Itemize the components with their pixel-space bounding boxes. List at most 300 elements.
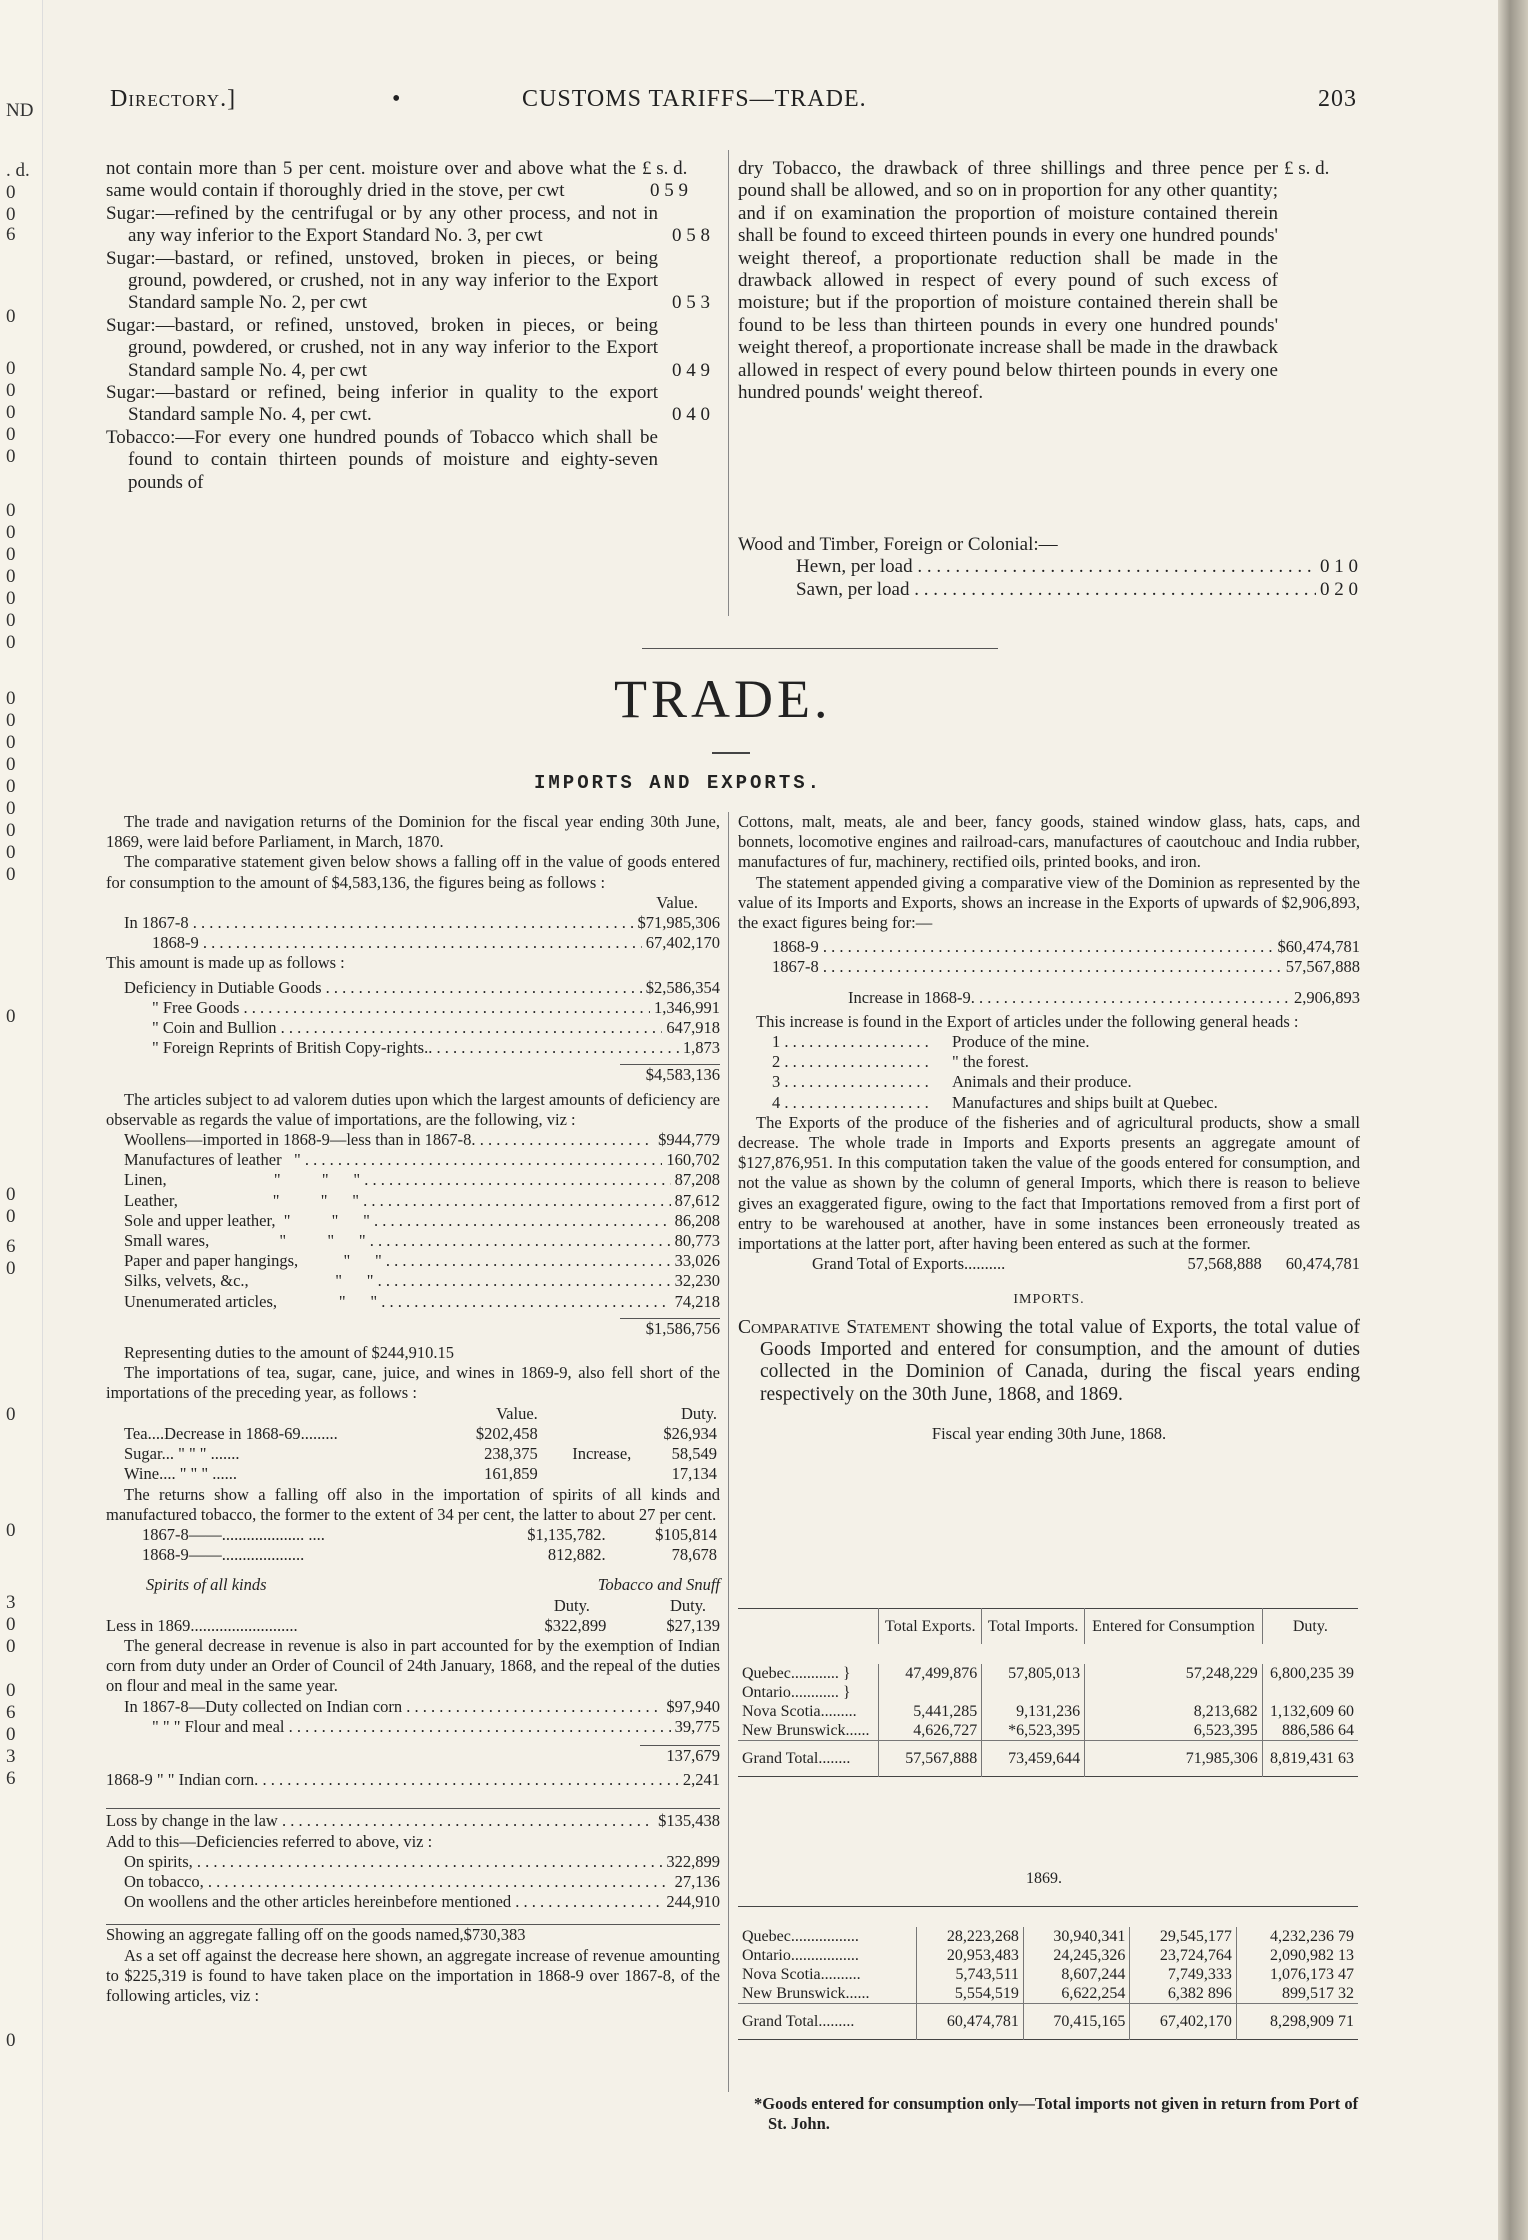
column-divider-bottom [728, 812, 729, 2092]
margin-mark: 0 [6, 632, 16, 653]
hewn-label: Hewn, per load . . . [796, 556, 1316, 578]
margin-mark: 3 [6, 1592, 16, 1613]
tea-row [106, 1404, 720, 1424]
table-cell [1262, 1683, 1358, 1702]
total-cell: 67,402,170 [1130, 2004, 1237, 2040]
article-row-value: 74,218 [674, 1291, 720, 1311]
margin-mark: 0 [6, 1184, 16, 1205]
margin-mark: 6 [6, 1702, 16, 1723]
corn-value: $97,940 [666, 1696, 720, 1716]
column-header: Total Exports. [879, 1609, 982, 1645]
comp-rest: showing the total value of Exports, the total value of Goods Imported and entered for consumption, and the amount of duties collected in the Dominion of Canada, during the fiscal years ending respectively on the 30th June, 1868, and 1869. [760, 1316, 1360, 1405]
table-cell: 6,382 896 [1130, 1984, 1237, 2004]
page-number: 203 [1318, 86, 1357, 112]
less-label: Less in 1869.......................... [106, 1615, 298, 1635]
loss-label: Loss by change in the law . . . [106, 1811, 654, 1831]
increase-label: Increase in 1868-9. . . . [848, 988, 1290, 1008]
margin-mark: 0 [6, 1680, 16, 1701]
spirits-cell: 1867-8——.................... .... [142, 1524, 325, 1544]
table-row [738, 1664, 1358, 1683]
corn-label: In 1867-8—Duty collected on Indian corn . . . [124, 1697, 662, 1717]
article-row-value: 33,026 [674, 1251, 720, 1271]
deficiency-row-label: Deficiency in Dutiable Goods . . . [124, 978, 642, 998]
year-1867-row [106, 913, 720, 933]
head-row [772, 1032, 1360, 1052]
margin-mark: 0 [6, 776, 16, 797]
article-row-value: 32,230 [674, 1271, 720, 1291]
article-row-label: Manufactures of leather " . . . [124, 1150, 662, 1170]
sawn-row [738, 579, 1358, 601]
para-ad-valorem: The articles subject to ad valorem duties upon which the largest amounts of deficiency are observable as regards the value of importations, are the following, viz : [106, 1089, 720, 1129]
table-cell: 5,554,519 [917, 1984, 1024, 2004]
margin-mark: 0 [6, 588, 16, 609]
article-row-value: $944,779 [658, 1130, 720, 1150]
column-header: Duty. [1262, 1609, 1358, 1645]
export-value: $60,474,781 [1277, 937, 1360, 957]
column-header [738, 1609, 879, 1645]
year-label: 1868-9 . . . [152, 933, 642, 953]
para-statement: The statement appended giving a comparative view of the Dominion as represented by the value of its Imports and Exports, shows an increase in the Exports of upwards of $2,906,893, the exact figures being for:— [738, 872, 1360, 933]
header-bullet: • [392, 86, 402, 112]
total-cell: 8,298,909 71 [1236, 2004, 1358, 2040]
table-cell: 7,749,333 [1130, 1965, 1237, 1984]
table-cell: 1,132,609 60 [1262, 1702, 1358, 1721]
margin-mark: 6 [6, 1236, 16, 1257]
tariff-text: Sugar:—bastard, or refined, unstoved, broken in pieces, or being ground, powdered, or crushed, not in any way inferior to the Export Standard sample No. 4, per cwt [106, 314, 658, 381]
spacer-cell [738, 1907, 1358, 1928]
article-row-label: Unenumerated articles, " " . . . [124, 1292, 671, 1312]
column-divider-top [728, 150, 729, 616]
spirits-cell: $105,814 [655, 1524, 717, 1544]
corn-label: 1868-9 " " Indian corn. . . . [106, 1770, 679, 1790]
deficiency-row [106, 1038, 720, 1058]
fiscal-year-head: Fiscal year ending 30th June, 1868. [931, 1424, 1167, 1444]
duty-head: Duty. [669, 1595, 706, 1615]
spirits-cell: $1,135,782. [527, 1524, 606, 1544]
table-cell: 9,131,236 [982, 1702, 1085, 1721]
customs-left-column [106, 158, 726, 494]
head-num: 2 . . . . . . . . . . . . . . . . . . [772, 1052, 929, 1072]
add-line: Add to this—Deficiencies referred to above, viz : [106, 1831, 433, 1851]
tea-cell: 161,859 [484, 1464, 538, 1484]
tea-cell: Sugar... " " " ....... [124, 1444, 240, 1464]
tea-table [106, 1404, 720, 1485]
article-row-value: 87,208 [674, 1170, 720, 1190]
table-cell: 29,545,177 [1130, 1927, 1237, 1946]
margin-mark: 0 [6, 842, 16, 863]
margin-mark: 0 [6, 710, 16, 731]
para-comparative: The comparative statement given below shows a falling off in the value of goods entered for consumption to the amount of $4,583,136, the figures being as follows : [106, 852, 720, 892]
total-cell: 71,985,306 [1085, 1741, 1263, 1777]
para-corn: The general decrease in revenue is also in part accounted for by the exemption of Indian corn from duty under an Order of Council of 24th January, 1868, and the repeal of the duties on flour and meal in the same year. [106, 1635, 720, 1696]
total-cell: 73,459,644 [982, 1741, 1085, 1777]
corn-label: " " " Flour and meal . . . [152, 1717, 671, 1737]
tea-head [106, 1404, 443, 1424]
spacer-cell [738, 1644, 1358, 1664]
tariff-text: Sugar:—bastard, or refined, unstoved, broken in pieces, or being ground, powdered, or crushed, not in any way inferior to the Export Standard sample No. 2, per cwt [106, 247, 658, 314]
tea-cell: 17,134 [671, 1464, 717, 1484]
margin-mark: 0 [6, 182, 16, 203]
year-label: In 1867-8 . . . [124, 913, 634, 933]
tariff-value: 0 5 3 [672, 292, 710, 314]
column-header: Entered for Consumption [1085, 1609, 1263, 1645]
table-cell [982, 1683, 1085, 1702]
on-row [124, 1892, 720, 1912]
table-cell: 6,622,254 [1023, 1984, 1130, 2004]
table-cell: Ontario............ } [742, 1684, 851, 1701]
less-value: $322,899 [544, 1615, 607, 1635]
deficiency-row-value: 647,918 [666, 1018, 720, 1038]
article-row [106, 1292, 720, 1312]
margin-mark: 0 [6, 446, 16, 467]
tea-cell [541, 1464, 635, 1484]
margin-mark: 0 [6, 732, 16, 753]
tobacco-head: Tobacco and Snuff [597, 1575, 720, 1595]
table-cell: 886,586 64 [1262, 1721, 1358, 1741]
imports-head: IMPORTS. [1013, 1292, 1085, 1308]
margin-mark: 0 [6, 380, 16, 401]
total-cell: Grand Total......... [738, 2004, 917, 2040]
table-row [738, 1927, 1358, 1946]
table-cell: 30,940,341 [1023, 1927, 1130, 1946]
on-row-value: 244,910 [666, 1892, 720, 1912]
tariff-value: 0 4 0 [672, 404, 710, 426]
spacer-row [738, 1644, 1358, 1664]
head-label: Animals and their produce. [952, 1072, 1132, 1092]
table-row [738, 1946, 1358, 1965]
wood-section [738, 534, 1358, 601]
year-value: $71,985,306 [637, 913, 720, 933]
on-row-value: 322,899 [666, 1851, 720, 1871]
article-row-label: Small wares, " " " . . . [124, 1231, 671, 1251]
margin-mark: 0 [6, 1206, 16, 1227]
margin-mark: 0 [6, 544, 16, 565]
spirits-table [106, 1525, 720, 1565]
margin-mark: 0 [6, 820, 16, 841]
margin-mark: 0 [6, 424, 16, 445]
article-row [106, 1251, 720, 1271]
tariff-text: Sugar:—bastard or refined, being inferior in quality to the export Standard sample No. 4, per cwt. [106, 382, 658, 426]
margin-mark: 0 [6, 864, 16, 885]
trade-right-column [738, 812, 1360, 1445]
article-row-label: Paper and paper hangings, " " . . . [124, 1251, 671, 1271]
increase-value: 2,906,893 [1294, 987, 1360, 1007]
tea-cell: 238,375 [484, 1444, 538, 1464]
table-cell: 24,245,326 [1023, 1946, 1130, 1965]
article-row [106, 1130, 720, 1150]
on-row-label: On spirits, . . . [124, 1852, 662, 1872]
lsd-heading-left: £ s. d. [642, 158, 688, 179]
total-cell: 70,415,165 [1023, 2004, 1130, 2040]
hewn-row [738, 556, 1358, 578]
article-row [106, 1170, 720, 1190]
comparative-statement [738, 1317, 1360, 1407]
margin-mark: 0 [6, 1724, 16, 1745]
footnote: *Goods entered for consumption only—Total imports not given in return from Port of St. John. [754, 2094, 1359, 2133]
table-cell: 57,248,229 [1085, 1664, 1263, 1683]
on-row [124, 1872, 720, 1892]
grand-value: 60,474,781 [1285, 1254, 1360, 1274]
spirits-cell: 812,882. [547, 1545, 606, 1565]
table-row [738, 1683, 1358, 1702]
grand-total-exports [738, 1254, 1360, 1274]
tariff-text: Sugar:—refined by the centrifugal or by any other process, and not in any way inferior to the Export Standard No. 3, per cwt [106, 202, 658, 247]
margin-mark: 0 [6, 566, 16, 587]
previous-page-edge [0, 0, 43, 2240]
article-row-label: Sole and upper leather, " " " . . . [124, 1211, 671, 1231]
corn-value: 39,775 [674, 1716, 720, 1736]
margin-mark: . d. [6, 160, 30, 181]
tariff-item [106, 382, 726, 427]
para-cottons: Cottons, malt, meats, ale and beer, fancy goods, stained window glass, hats, caps, and bonnets, locomotive engines and railroad-cars, manufactures of caoutchouc and India rubber, manufactures of fur, machinery, rectified oils, printed books, and iron. [738, 812, 1360, 872]
total-cell: 60,474,781 [917, 2004, 1024, 2040]
article-row-label: Linen, " " " . . . [124, 1170, 671, 1190]
para-increase: This increase is found in the Export of articles under the following general heads : [756, 1011, 1299, 1031]
deficiency-row-value: 1,873 [682, 1038, 720, 1058]
article-row-value: 86,208 [674, 1210, 720, 1230]
tea-row [106, 1444, 720, 1464]
tea-row [106, 1424, 720, 1444]
tariff-value: 0 5 8 [672, 225, 710, 247]
deficiency-row-label: " Free Goods . . . [152, 998, 650, 1018]
corn-total: 137,679 [640, 1745, 720, 1766]
sawn-value: 0 2 0 [1320, 578, 1358, 600]
tariff-item [106, 315, 726, 382]
table-row [738, 1721, 1358, 1741]
loss-value: $135,438 [658, 1811, 720, 1831]
margin-mark: 0 [6, 1258, 16, 1279]
table-cell: New Brunswick...... [742, 1722, 870, 1739]
table-cell: Quebec................. [742, 1928, 859, 1945]
comp-lead: Comparative Statement [738, 1316, 930, 1338]
table-cell: New Brunswick...... [742, 1985, 870, 2002]
tea-cell: $26,934 [663, 1423, 717, 1443]
para-duties: Representing duties to the amount of $244,910.15 [124, 1343, 454, 1363]
article-row-label: Silks, velvets, &c., " " . . . [124, 1271, 671, 1291]
margin-mark: 0 [6, 2030, 16, 2051]
spirits-cell: 78,678 [671, 1545, 717, 1565]
spacer-row [738, 1907, 1358, 1928]
article-row [106, 1271, 720, 1291]
spirits-heads [106, 1575, 720, 1595]
margin-mark: 0 [6, 688, 16, 709]
table-cell: 4,626,727 [879, 1721, 982, 1741]
table-cell: Ontario................. [742, 1947, 859, 1964]
loss-row [106, 1808, 720, 1831]
tea-head: Duty. [680, 1403, 717, 1423]
para-spirits: The returns show a falling off also in the importation of spirits of all kinds and manufactured tobacco, the former to the extent of 34 per cent, the latter to about 27 per cent. [106, 1484, 720, 1524]
tariff-text: not contain more than 5 per cent. moisture over and above what the same would contain if thoroughly dried in the stove, per cwt [106, 158, 636, 202]
deficiency-row [106, 978, 720, 998]
table-cell: 8,607,244 [1023, 1965, 1130, 1984]
increase-row [738, 988, 1360, 1008]
heads-list [738, 1032, 1360, 1113]
export-label: 1868-9 . . . [772, 937, 1274, 957]
deficiency-row [106, 1018, 720, 1038]
margin-mark: 0 [6, 1404, 16, 1425]
tariff-text: Tobacco:—For every one hundred pounds of Tobacco which shall be found to contain thirteen pounds of moisture and eighty-seven pounds of [106, 426, 658, 493]
tea-cell [541, 1424, 635, 1444]
table-cell: 20,953,483 [917, 1946, 1024, 1965]
head-label: Produce of the mine. [952, 1032, 1090, 1052]
table-cell: 2,090,982 13 [1236, 1946, 1358, 1965]
export-value: 57,567,888 [1285, 957, 1360, 977]
total-cell: 57,567,888 [879, 1741, 982, 1777]
export-label: 1867-8 . . . [772, 957, 1282, 977]
margin-mark: 0 [6, 1006, 16, 1027]
grand-value: 57,568,888 [1187, 1254, 1262, 1274]
table-cell: Quebec............ } [742, 1665, 851, 1682]
head-num: 3 . . . . . . . . . . . . . . . . . . [772, 1072, 929, 1092]
on-row [124, 1852, 720, 1872]
tariff-value: 0 5 9 [650, 180, 688, 202]
article-row-value: 160,702 [666, 1150, 720, 1170]
total-cell: 8,819,431 63 [1262, 1741, 1358, 1777]
tea-head [541, 1404, 635, 1424]
tariff-item [106, 203, 726, 248]
tea-head: Value. [496, 1403, 538, 1423]
table-cell: 23,724,764 [1130, 1946, 1237, 1965]
spirits-head: Spirits of all kinds [146, 1575, 267, 1595]
header-left: Directory.] [110, 86, 237, 112]
value-head: Value. [656, 892, 698, 912]
table-cell: *6,523,395 [982, 1721, 1085, 1741]
margin-mark: 0 [6, 358, 16, 379]
deficiency-total: $4,583,136 [620, 1064, 720, 1085]
article-row-label: Woollens—imported in 1868-9—less than in 1867-8. . . . [124, 1130, 654, 1150]
table-cell: 6,800,235 39 [1262, 1664, 1358, 1683]
tariff-item [106, 248, 726, 315]
trade-title: TRADE. [614, 669, 832, 729]
trade-left-column [106, 812, 720, 2006]
tea-row [106, 1464, 720, 1484]
corn-row [106, 1770, 720, 1790]
article-row [106, 1150, 720, 1170]
on-row-label: On tobacco, . . . [124, 1872, 671, 1892]
table-cell: Nova Scotia......... [742, 1703, 857, 1720]
table-cell: 5,441,285 [879, 1702, 982, 1721]
year-1868-row [106, 933, 720, 953]
table-cell: 6,523,395 [1085, 1721, 1263, 1741]
deficiency-row-value: 1,346,991 [654, 997, 720, 1017]
table-cell [1085, 1683, 1263, 1702]
head-label: Manufactures and ships built at Quebec. [952, 1092, 1218, 1112]
margin-mark: 0 [6, 500, 16, 521]
tea-cell: Wine.... " " " ...... [124, 1464, 238, 1484]
margin-mark: 0 [6, 204, 16, 225]
on-list [106, 1852, 720, 1913]
deficiency-row-value: $2,586,354 [645, 977, 720, 997]
para-fisheries: The Exports of the produce of the fisheries and of agricultural products, show a small decrease. The whole trade in Imports and Exports presents an aggregate amount of $127,876,951. In this computation taken the value of the goods entered for consumption, and not the value as shown by the column of general Imports, which there is reason to believe gives an exaggerated figure, owing to the fact that Importations removed from a first port of entry to be warehoused at another, have in some instances been erroneously treated as importations at the latter port, after having been entered as such at the former. [738, 1112, 1360, 1254]
para-tea: The importations of tea, sugar, cane, juice, and wines in 1869-9, also fell short of the importations of the preceding year, as follows : [106, 1363, 720, 1403]
total-row [738, 2004, 1358, 2040]
margin-mark: 6 [6, 224, 16, 245]
export-row [738, 957, 1360, 977]
tobacco-paragraph: dry Tobacco, the drawback of three shillings and three pence per pound shall be allowed, and so on in proportion for any other quantity; and if on examination the proportion of moisture contained therein shall be found to exceed thirteen pounds in every one hundred pounds' weight thereof, a proportionate reduction shall be made in the drawback allowed in respect of every pound of such excess of moisture; but if the proportion of moisture contained therein shall be found to be less than thirteen pounds in every one hundred pounds' weight thereof, a proportionate increase shall be made in the drawback allowed in respect of every pound below thirteen pounds in every one hundred pounds' weight thereof. [738, 158, 1278, 404]
grand-label: Grand Total of Exports.......... [812, 1254, 1006, 1274]
article-row [106, 1211, 720, 1231]
table-cell: 8,213,682 [1085, 1702, 1263, 1721]
margin-mark: 0 [6, 306, 16, 327]
on-row-value: 27,136 [674, 1871, 720, 1891]
wood-title: Wood and Timber, Foreign or Colonial:— [738, 534, 1058, 555]
tea-cell: $202,458 [475, 1423, 538, 1443]
table-cell: 4,232,236 79 [1236, 1927, 1358, 1946]
section-rule [642, 648, 998, 649]
article-row-label: Leather, " " " . . . [124, 1191, 671, 1211]
duty-heads [106, 1596, 720, 1616]
corn-row [106, 1697, 720, 1717]
hewn-value: 0 1 0 [1320, 556, 1358, 578]
table-cell: 899,517 32 [1236, 1984, 1358, 2004]
title-rule [712, 752, 750, 754]
made-up: This amount is made up as follows : [106, 953, 345, 973]
on-row-label: On woollens and the other articles hereinbefore mentioned . . . [124, 1892, 662, 1912]
article-row [106, 1231, 720, 1251]
articles-total: $1,586,756 [620, 1318, 720, 1339]
margin-mark: 0 [6, 402, 16, 423]
head-label: " the forest. [952, 1052, 1029, 1072]
sawn-label: Sawn, per load . . . [796, 579, 1316, 601]
head-num: 4 . . . . . . . . . . . . . . . . . . [772, 1092, 929, 1112]
table-cell: Nova Scotia.......... [742, 1966, 861, 1983]
table-cell: 47,499,876 [879, 1664, 982, 1683]
deficiency-row [106, 998, 720, 1018]
margin-mark: 0 [6, 1614, 16, 1635]
tariff-item [106, 427, 726, 494]
tea-cell: Increase, [572, 1444, 632, 1464]
para-setoff: As a set off against the decrease here shown, an aggregate increase of revenue amounting to $225,319 is found to have taken place on the importation in 1868-9 over 1867-8, of the following articles, viz : [106, 1945, 720, 2005]
spirits-cell: 1868-9——.................... [142, 1545, 305, 1565]
header-title: CUSTOMS TARIFFS—TRADE. [522, 86, 867, 112]
head-num: 1 . . . . . . . . . . . . . . . . . . [772, 1032, 929, 1052]
margin-mark: 3 [6, 1746, 16, 1767]
article-row-value: 80,773 [674, 1231, 720, 1251]
margin-mark: 6 [6, 1768, 16, 1789]
column-header: Total Imports. [982, 1609, 1085, 1645]
less-value: $27,139 [666, 1615, 720, 1635]
table-cell: 5,743,511 [917, 1965, 1024, 1984]
aggregate-line: Showing an aggregate falling off on the goods named,$730,383 [106, 1924, 720, 1945]
tariff-item [106, 158, 726, 203]
article-row [106, 1191, 720, 1211]
corn-value: 2,241 [682, 1770, 720, 1790]
deficiency-row-label: " Coin and Bullion . . . [152, 1018, 662, 1038]
para-returns: The trade and navigation returns of the Dominion for the fiscal year ending 30th June, 1869, were laid before Parliament, in March, 1870. [106, 812, 720, 852]
table-cell [879, 1683, 982, 1702]
book-spine [1498, 0, 1528, 2240]
spirits-row [106, 1545, 720, 1565]
table-row [738, 1984, 1358, 2004]
head-row [772, 1093, 1360, 1113]
year-1869-head: 1869. [1026, 1870, 1062, 1887]
table-cell: 1,076,173 47 [1236, 1965, 1358, 1984]
total-row [738, 1741, 1358, 1777]
head-row [772, 1052, 1360, 1072]
tea-cell: Tea....Decrease in 1868-69......... [124, 1423, 338, 1443]
deficiency-row-label: " Foreign Reprints of British Copy-rights.. . . . [152, 1038, 679, 1058]
margin-mark: 0 [6, 522, 16, 543]
lsd-heading-right: £ s. d. [1284, 158, 1330, 179]
margin-mark: 0 [6, 798, 16, 819]
total-cell: Grand Total........ [738, 1741, 879, 1777]
table-cell: 28,223,268 [917, 1927, 1024, 1946]
table-1869 [738, 1906, 1358, 2040]
margin-mark: 0 [6, 1636, 16, 1657]
margin-mark: 0 [6, 1520, 16, 1541]
article-row-value: 87,612 [674, 1190, 720, 1210]
head-row [772, 1072, 1360, 1092]
